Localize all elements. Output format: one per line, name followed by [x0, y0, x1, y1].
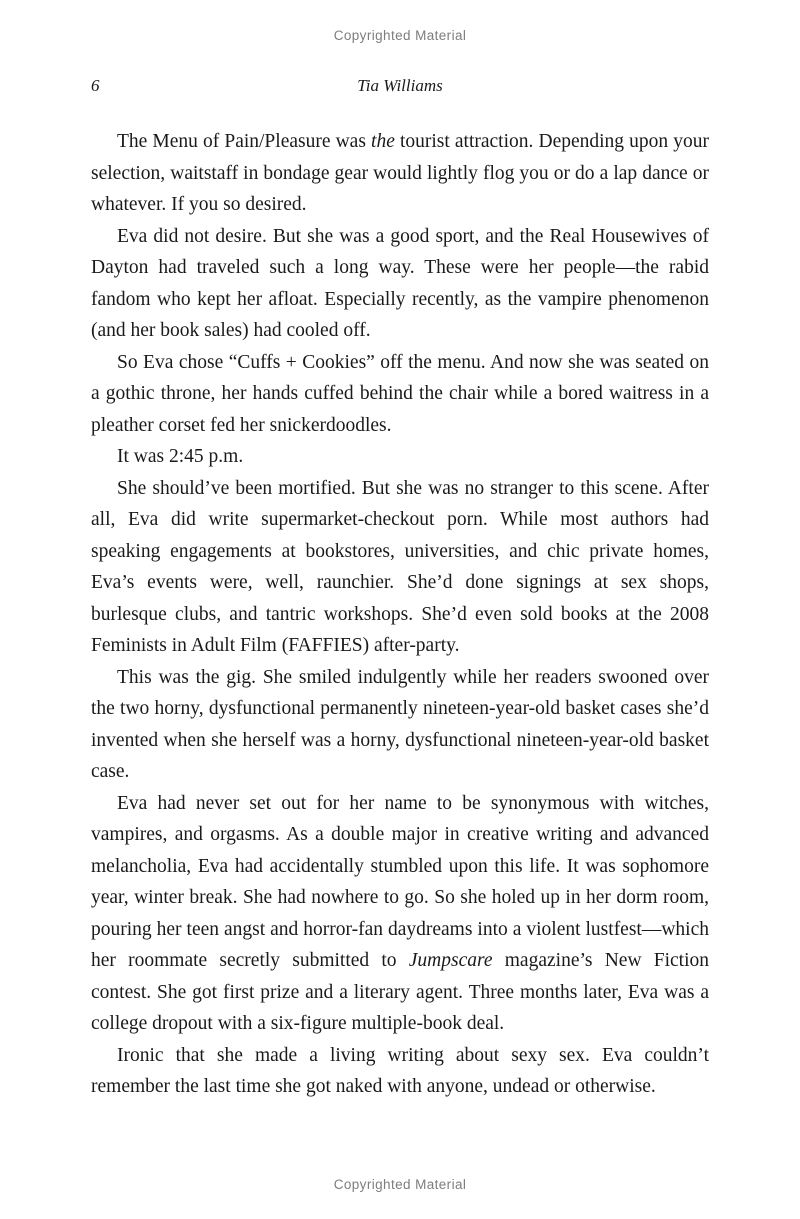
- paragraph: Eva had never set out for her name to be synonymous with witches, vampires, and orgasms. As a double major in creative writing and advanced melancholia, Eva had accidentally stumbled upon this life. It was sophomore year, winter break. She had nowhere to go. So she holed up in her dorm room, pouring her teen angst and horror-fan daydreams into a violent lustfest—which her roommate secretly submitted to Jumpscare magazine’s New Fiction contest. She got first prize and a literary agent. Three months later, Eva was a college dropout with a six-figure multiple-book deal.: [91, 792, 709, 1034]
- paragraph: Ironic that she made a living writing about sexy sex. Eva couldn’t remember the last time she got naked with anyone, undead or otherwise.: [91, 1044, 709, 1097]
- paragraph: It was 2:45 p.m.: [117, 446, 244, 467]
- paragraph: This was the gig. She smiled indulgently while her readers swooned over the two horny, dysfunctional permanently nineteen-year-old basket cases she’d invented when she herself was a horny, dysfunctional nineteen-year-old basket case.: [91, 666, 709, 782]
- top-copyright-notice: Copyrighted Material: [333, 28, 467, 43]
- paragraph: The Menu of Pain/Pleasure was the tourist attraction. Depending upon your selection, waitstaff in bondage gear would lightly flog you or do a lap dance or whatever. If you so desired.: [91, 131, 709, 215]
- paragraph: Eva did not desire. But she was a good sport, and the Real Housewives of Dayton had traveled such a long way. These were her people—the rabid fandom who kept her afloat. Especially recently, as the vampire phenomenon (and her book sales) had cooled off.: [91, 225, 709, 341]
- bottom-copyright-notice: Copyrighted Material: [333, 1177, 467, 1192]
- page-number: 6: [91, 76, 100, 95]
- paragraph: She should’ve been mortified. But she was no stranger to this scene. After all, Eva did write supermarket-checkout porn. While most authors had speaking engagements at bookstores, universities, and chic private homes, Eva’s events were, well, raunchier. She’d done signings at sex shops, burlesque clubs, and tantric workshops. She’d even sold books at the 2008 Feminists in Adult Film (FAFFIES) after-party.: [91, 477, 709, 656]
- paragraph: So Eva chose “Cuffs + Cookies” off the menu. And now she was seated on a gothic throne, her hands cuffed behind the chair while a bored waitress in a pleather corset fed her snickerdoodles.: [91, 351, 709, 436]
- page-header: [91, 76, 709, 98]
- page-body: [91, 126, 709, 1103]
- running-header: Tia Williams: [357, 76, 443, 95]
